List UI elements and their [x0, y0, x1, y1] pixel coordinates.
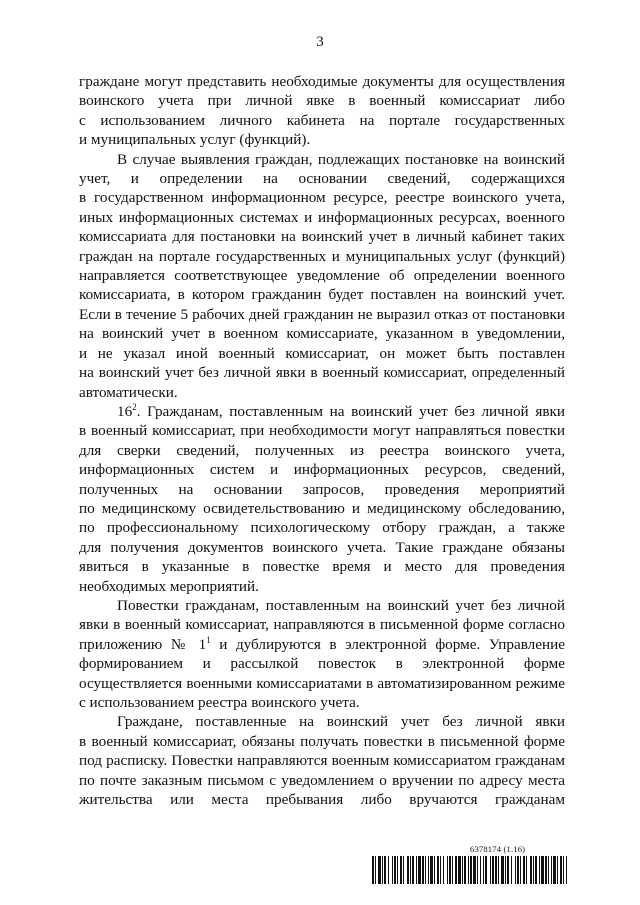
clause-number: 16 [117, 402, 133, 420]
paragraph-4 [79, 596, 565, 712]
barcode-bar [505, 856, 506, 884]
text-line: комиссариата для постановки на воинский учет в личный кабинет таких [79, 228, 565, 246]
barcode-bar [388, 856, 389, 884]
barcode-bar [473, 856, 476, 884]
text-line [79, 635, 565, 654]
text-line: формированием и рассылкой повесток в электронной форме [79, 655, 565, 673]
barcode-bar [384, 856, 386, 884]
text-line: жительства или места пребывания либо вручаются гражданам [79, 791, 565, 809]
text-line: по почте заказным письмом с уведомлением о вручении по адресу места [79, 771, 565, 789]
barcode-bar [560, 856, 562, 884]
text-line: для получения документов воинского учета. Такие граждане обязаны [79, 538, 565, 556]
barcode-bar [382, 856, 383, 884]
barcode-bar [498, 856, 499, 884]
appendix-superscript: 1 [206, 634, 211, 645]
text-line: направляется соответствующее уведомление об определении военного [79, 267, 565, 285]
paragraph-1 [79, 72, 565, 150]
paragraph-5 [79, 712, 565, 809]
barcode-bar [372, 856, 374, 884]
text-fragment: и дублируются в электронной форме. Управление [210, 635, 565, 653]
barcode-bar [403, 856, 404, 884]
barcode-bar [566, 856, 567, 884]
barcode-bar [545, 856, 547, 884]
barcode-bar [495, 856, 497, 884]
barcode-bar [422, 856, 424, 884]
text-line: и не указал иной военный комиссариат, он может быть поставлен [79, 344, 565, 362]
barcode-bar [548, 856, 549, 884]
text-line: для сверки сведений, полученных из реестра воинского учета, [79, 441, 565, 459]
text-line: информационных систем и информационных ресурсов, сведений, [79, 461, 565, 479]
barcode-bar [443, 856, 444, 884]
text-line: с использованием реестра воинского учета. [79, 694, 360, 711]
barcode-bar [425, 856, 426, 884]
barcode-bar [455, 856, 457, 884]
text-line: воинского учета при личной явке в военный комиссариат либо [79, 92, 565, 110]
barcode-bar [507, 856, 509, 884]
text-line: и муниципальных услуг (функций). [79, 131, 311, 149]
paragraph-3 [79, 402, 565, 596]
text-line: В случае выявления граждан, подлежащих постановке на воинский [117, 150, 565, 168]
barcode-bar [539, 856, 540, 884]
text-line: граждане могут представить необходимые документы для осуществления [79, 73, 565, 90]
barcode-bar [418, 856, 421, 884]
barcode-bar [526, 856, 527, 884]
page-number: 3 [316, 34, 324, 50]
barcode-bar [470, 856, 472, 884]
barcode-bar [477, 856, 478, 884]
barcode-bar [563, 856, 564, 884]
barcode-bar [530, 856, 532, 884]
barcode-bar [394, 856, 396, 884]
text-line: Повестки гражданам, поставленным на воинский учет без личной [117, 596, 565, 614]
text-line: по профессиональному психологическому отбору граждан, а также [79, 519, 565, 537]
barcode-bar [533, 856, 534, 884]
barcode-bar [490, 856, 491, 884]
barcode-bar [501, 856, 504, 884]
barcode-bar [520, 856, 521, 884]
text-line: Граждане, поставленные на воинский учет без личной явки [117, 713, 565, 731]
text-line: полученных на основании запросов, проведения мероприятий [79, 480, 565, 498]
body-text [79, 72, 565, 809]
text-line: автоматически. [79, 383, 178, 401]
barcode-bar [551, 856, 552, 884]
text-line: на воинский учет в военном комиссариате, указанном в уведомлении, [79, 325, 565, 343]
text-line: в государственном информационном ресурсе, реестре воинского учета, [79, 189, 565, 207]
barcode-bar [449, 856, 451, 884]
barcode-bar [410, 856, 411, 884]
text-fragment: приложению № 1 [79, 635, 207, 653]
barcode-bar [416, 856, 417, 884]
barcode-bar [452, 856, 453, 884]
barcode-bar [378, 856, 381, 884]
text-line: явки в военный комиссариат, направляются в письменной форме согласно [79, 616, 565, 634]
text-line: по медицинскому освидетельствованию и медицинскому обследованию, [79, 499, 565, 517]
barcode-bar [434, 856, 435, 884]
paragraph-2 [79, 150, 565, 402]
barcode-bar [412, 856, 414, 884]
barcode-bar [407, 856, 409, 884]
barcode-bar [464, 856, 466, 884]
barcode-bar [553, 856, 556, 884]
text-line: явиться в указанные в повестке время и место для проведения [79, 558, 565, 576]
text-line: иных информационных системах и информационных ресурсах, военного [79, 208, 565, 226]
barcode-bar [515, 856, 516, 884]
barcode-bar [462, 856, 463, 884]
barcode-bar [523, 856, 525, 884]
barcode-bar [517, 856, 519, 884]
barcode-bar [511, 856, 512, 884]
text-fragment: . Гражданам, поставленным на воинский учет без личной явки [136, 402, 565, 420]
text-line: осуществляется военными комиссариатами в автоматизированном режиме [79, 674, 565, 692]
barcode-bar [397, 856, 398, 884]
document-code: 6378174 (1.16) [470, 844, 526, 854]
barcode [372, 856, 568, 884]
barcode-bars [372, 856, 567, 884]
text-line: на воинский учет без личной явки в военный комиссариат, определенный [79, 364, 565, 382]
barcode-bar [430, 856, 433, 884]
text-line: граждан на портале государственных и муниципальных услуг (функций) [79, 247, 565, 265]
barcode-bar [468, 856, 469, 884]
text-line: необходимых мероприятий. [79, 577, 259, 595]
barcode-bar [428, 856, 429, 884]
barcode-bar [492, 856, 494, 884]
text-line: Если в течение 5 рабочих дней гражданин не выразил отказ от постановки [79, 305, 565, 323]
barcode-bar [458, 856, 461, 884]
barcode-bar [535, 856, 537, 884]
text-line [79, 402, 565, 421]
text-line: в военный комиссариат, при необходимости могут направляться повестки [79, 422, 565, 440]
barcode-bar [541, 856, 544, 884]
barcode-bar [437, 856, 439, 884]
text-line: с использованием личного кабинета на портале государственных [79, 111, 565, 129]
barcode-bar [447, 856, 448, 884]
barcode-bar [557, 856, 558, 884]
barcode-bar [480, 856, 481, 884]
text-line: комиссариата, в котором гражданин будет поставлен на воинский учет. [79, 286, 565, 304]
barcode-bar [375, 856, 376, 884]
text-line: в военный комиссариат, обязаны получать повестки в письменной форме [79, 732, 565, 750]
barcode-bar [485, 856, 487, 884]
barcode-bar [400, 856, 402, 884]
barcode-bar [483, 856, 484, 884]
barcode-bar [440, 856, 441, 884]
clause-number-superscript: 2 [132, 401, 137, 412]
barcode-bar [392, 856, 393, 884]
text-line: учет, и определении на основании сведений, содержащихся [79, 170, 565, 188]
text-line: под расписку. Повестки направляются военным комиссариатом гражданам [79, 752, 565, 770]
